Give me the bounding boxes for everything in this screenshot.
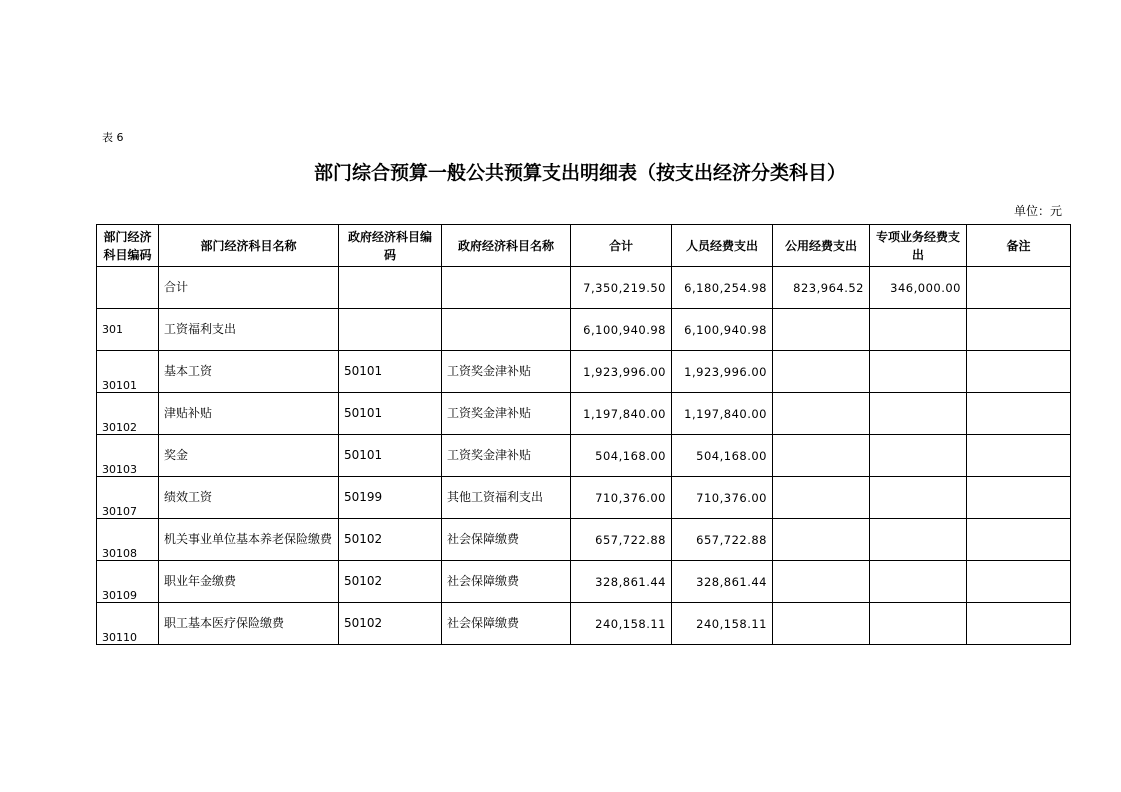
personnel-cell: 328,861.44	[672, 561, 773, 603]
header-dept-code: 部门经济科目编码	[97, 225, 159, 267]
gov-code-cell: 50101	[339, 393, 442, 435]
remark-cell	[967, 393, 1071, 435]
gov-name-cell: 工资奖金津补贴	[442, 393, 571, 435]
unit-label: 单位：元	[1013, 204, 1062, 218]
gov-name-cell	[442, 267, 571, 309]
public-cell	[773, 309, 870, 351]
total-cell: 240,158.11	[571, 603, 672, 645]
header-personnel: 人员经费支出	[672, 225, 773, 267]
public-cell	[773, 603, 870, 645]
page-title: 部门综合预算一般公共预算支出明细表（按支出经济分类科目）	[313, 162, 846, 184]
dept-code-cell	[97, 267, 159, 309]
dept-code-cell: 30102	[97, 393, 159, 435]
total-cell: 1,197,840.00	[571, 393, 672, 435]
table-row	[97, 435, 1071, 477]
table-row	[97, 561, 1071, 603]
header-gov-code: 政府经济科目编码	[339, 225, 442, 267]
dept-name-cell: 基本工资	[159, 351, 339, 393]
gov-code-cell: 50101	[339, 435, 442, 477]
public-cell	[773, 477, 870, 519]
header-remark: 备注	[967, 225, 1071, 267]
total-cell: 710,376.00	[571, 477, 672, 519]
table-row	[97, 519, 1071, 561]
gov-name-cell: 其他工资福利支出	[442, 477, 571, 519]
table-row	[97, 267, 1071, 309]
header-gov-name: 政府经济科目名称	[442, 225, 571, 267]
public-cell	[773, 351, 870, 393]
dept-name-cell: 职工基本医疗保险缴费	[159, 603, 339, 645]
remark-cell	[967, 519, 1071, 561]
dept-code-cell: 30101	[97, 351, 159, 393]
gov-name-cell: 社会保障缴费	[442, 519, 571, 561]
total-cell: 7,350,219.50	[571, 267, 672, 309]
remark-cell	[967, 435, 1071, 477]
dept-code-cell: 30107	[97, 477, 159, 519]
gov-name-cell	[442, 309, 571, 351]
table-row	[97, 477, 1071, 519]
total-cell: 657,722.88	[571, 519, 672, 561]
table-row	[97, 351, 1071, 393]
gov-code-cell: 50102	[339, 603, 442, 645]
special-cell: 346,000.00	[870, 267, 967, 309]
dept-code-cell: 30110	[97, 603, 159, 645]
personnel-cell: 657,722.88	[672, 519, 773, 561]
public-cell	[773, 561, 870, 603]
public-cell	[773, 519, 870, 561]
special-cell	[870, 603, 967, 645]
special-cell	[870, 309, 967, 351]
table-row	[97, 309, 1071, 351]
total-cell: 504,168.00	[571, 435, 672, 477]
gov-name-cell: 社会保障缴费	[442, 561, 571, 603]
personnel-cell: 710,376.00	[672, 477, 773, 519]
dept-code-cell: 30103	[97, 435, 159, 477]
remark-cell	[967, 603, 1071, 645]
dept-code-cell: 30109	[97, 561, 159, 603]
dept-name-cell: 工资福利支出	[159, 309, 339, 351]
table-row	[97, 603, 1071, 645]
dept-name-cell: 机关事业单位基本养老保险缴费	[159, 519, 339, 561]
personnel-cell: 1,923,996.00	[672, 351, 773, 393]
remark-cell	[967, 351, 1071, 393]
header-total: 合计	[571, 225, 672, 267]
remark-cell	[967, 267, 1071, 309]
total-cell: 1,923,996.00	[571, 351, 672, 393]
public-cell	[773, 435, 870, 477]
public-cell	[773, 393, 870, 435]
header-public: 公用经费支出	[773, 225, 870, 267]
budget-table	[96, 224, 1071, 645]
gov-name-cell: 工资奖金津补贴	[442, 351, 571, 393]
header-row	[97, 225, 1071, 267]
dept-name-cell: 奖金	[159, 435, 339, 477]
total-cell: 6,100,940.98	[571, 309, 672, 351]
gov-code-cell: 50101	[339, 351, 442, 393]
gov-code-cell	[339, 309, 442, 351]
remark-cell	[967, 309, 1071, 351]
dept-code-cell: 301	[97, 309, 159, 351]
gov-code-cell: 50102	[339, 561, 442, 603]
dept-name-cell: 绩效工资	[159, 477, 339, 519]
personnel-cell: 504,168.00	[672, 435, 773, 477]
header-dept-name: 部门经济科目名称	[159, 225, 339, 267]
header-special: 专项业务经费支出	[870, 225, 967, 267]
personnel-cell: 6,100,940.98	[672, 309, 773, 351]
special-cell	[870, 519, 967, 561]
dept-name-cell: 职业年金缴费	[159, 561, 339, 603]
public-cell: 823,964.52	[773, 267, 870, 309]
special-cell	[870, 393, 967, 435]
table-number-label: 表 6	[102, 131, 124, 144]
dept-name-cell: 津贴补贴	[159, 393, 339, 435]
special-cell	[870, 477, 967, 519]
gov-name-cell: 工资奖金津补贴	[442, 435, 571, 477]
total-cell: 328,861.44	[571, 561, 672, 603]
personnel-cell: 240,158.11	[672, 603, 773, 645]
table-row	[97, 393, 1071, 435]
gov-name-cell: 社会保障缴费	[442, 603, 571, 645]
remark-cell	[967, 561, 1071, 603]
special-cell	[870, 351, 967, 393]
special-cell	[870, 435, 967, 477]
gov-code-cell: 50199	[339, 477, 442, 519]
personnel-cell: 6,180,254.98	[672, 267, 773, 309]
gov-code-cell: 50102	[339, 519, 442, 561]
personnel-cell: 1,197,840.00	[672, 393, 773, 435]
special-cell	[870, 561, 967, 603]
dept-code-cell: 30108	[97, 519, 159, 561]
remark-cell	[967, 477, 1071, 519]
dept-name-cell: 合计	[159, 267, 339, 309]
gov-code-cell	[339, 267, 442, 309]
